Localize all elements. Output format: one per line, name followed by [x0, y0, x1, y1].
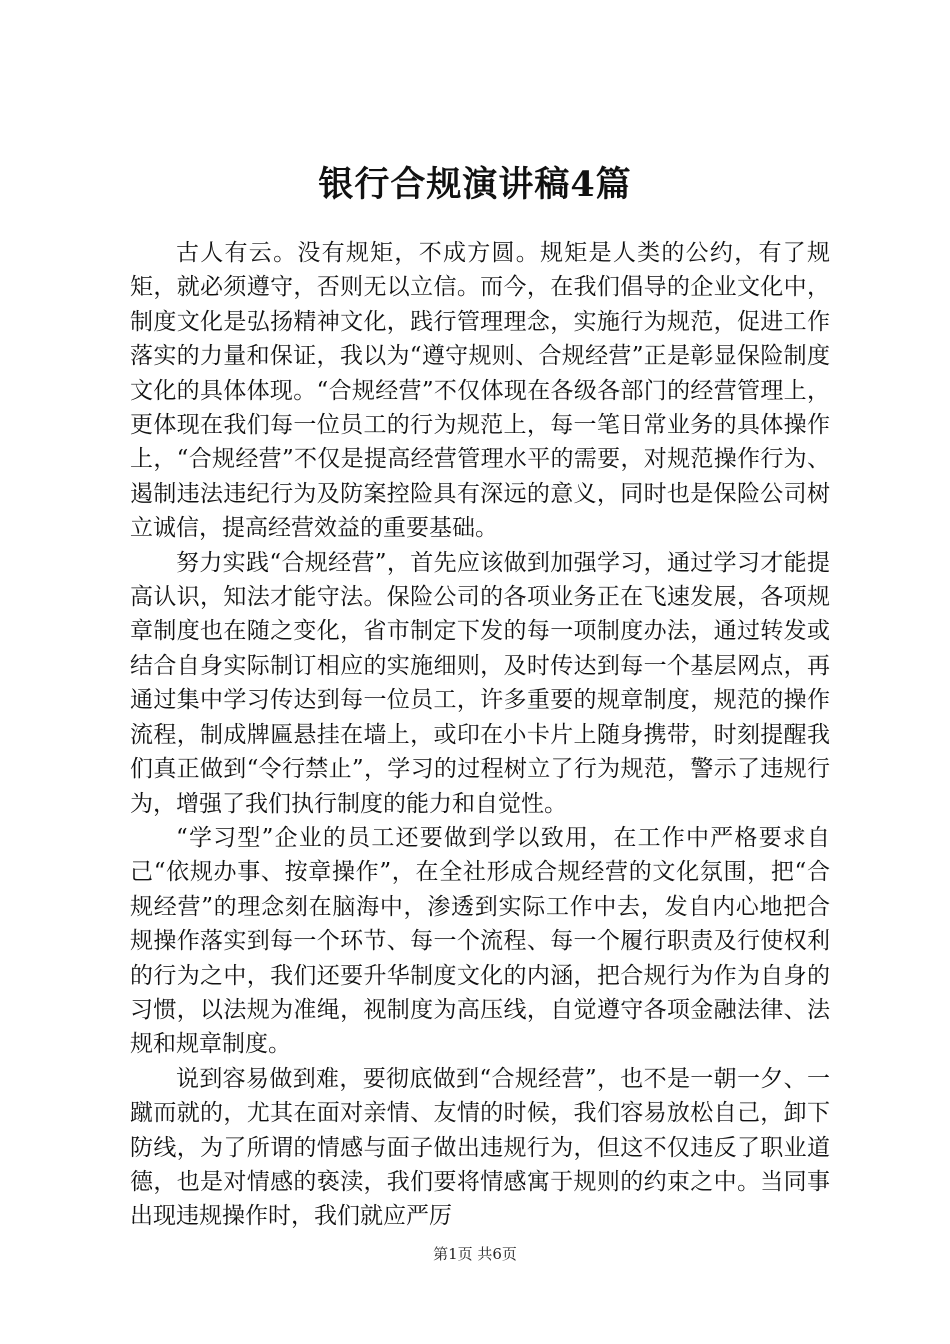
- paragraph-4: 说到容易做到难，要彻底做到“合规经营”，也不是一朝一夕、一蹴而就的，尤其在面对亲情、友情的时候，我们容易放松自己，卸下防线，为了所谓的情感与面子做出违规行为，但这不仅违反了职业道德，也是对情感的亵渎，我们要将情感寓于规则的约束之中。当同事出现违规操作时，我们就应严厉: [130, 1065, 830, 1230]
- document-body: [130, 236, 830, 1234]
- paragraph-1: 古人有云。没有规矩，不成方圆。规矩是人类的公约，有了规矩，就必须遵守，否则无以立信。而今，在我们倡导的企业文化中，制度文化是弘扬精神文化，践行管理理念，实施行为规范，促进工作落实的力量和保证，我以为“遵守规则、合规经营”正是彰显保险制度文化的具体体现。“合规经营”不仅体现在各级各部门的经营管理上，更体现在我们每一位员工的行为规范上，每一笔日常业务的具体操作上，“合规经营”不仅是提高经营管理水平的需要，对规范操作行为、遏制违法违纪行为及防案控险具有深远的意义，同时也是保险公司树立诚信，提高经营效益的重要基础。: [130, 240, 830, 542]
- document-title: 银行合规演讲稿4篇: [318, 164, 632, 205]
- paragraph-3: “学习型”企业的员工还要做到学以致用，在工作中严格要求自己“依规办事、按章操作”，在全社形成合规经营的文化氛围，把“合规经营”的理念刻在脑海中，渗透到实际工作中去，发自内心地把合规操作落实到每一个环节、每一个流程、每一个履行职责及行使权利的行为之中，我们还要升华制度文化的内涵，把合规行为作为自身的习惯，以法规为准绳，视制度为高压线，自觉遵守各项金融法律、法规和规章制度。: [130, 824, 830, 1058]
- page-number-footer: 第1页 共6页: [433, 1245, 517, 1263]
- paragraph-2: 努力实践“合规经营”，首先应该做到加强学习，通过学习才能提高认识，知法才能守法。保险公司的各项业务正在飞速发展，各项规章制度也在随之变化，省市制定下发的每一项制度办法，通过转发或结合自身实际制订相应的实施细则，及时传达到每一个基层网点，再通过集中学习传达到每一位员工，许多重要的规章制度，规范的操作流程，制成牌匾悬挂在墙上，或印在小卡片上随身携带，时刻提醒我们真正做到“令行禁止”，学习的过程树立了行为规范，警示了违规行为，增强了我们执行制度的能力和自觉性。: [130, 549, 830, 817]
